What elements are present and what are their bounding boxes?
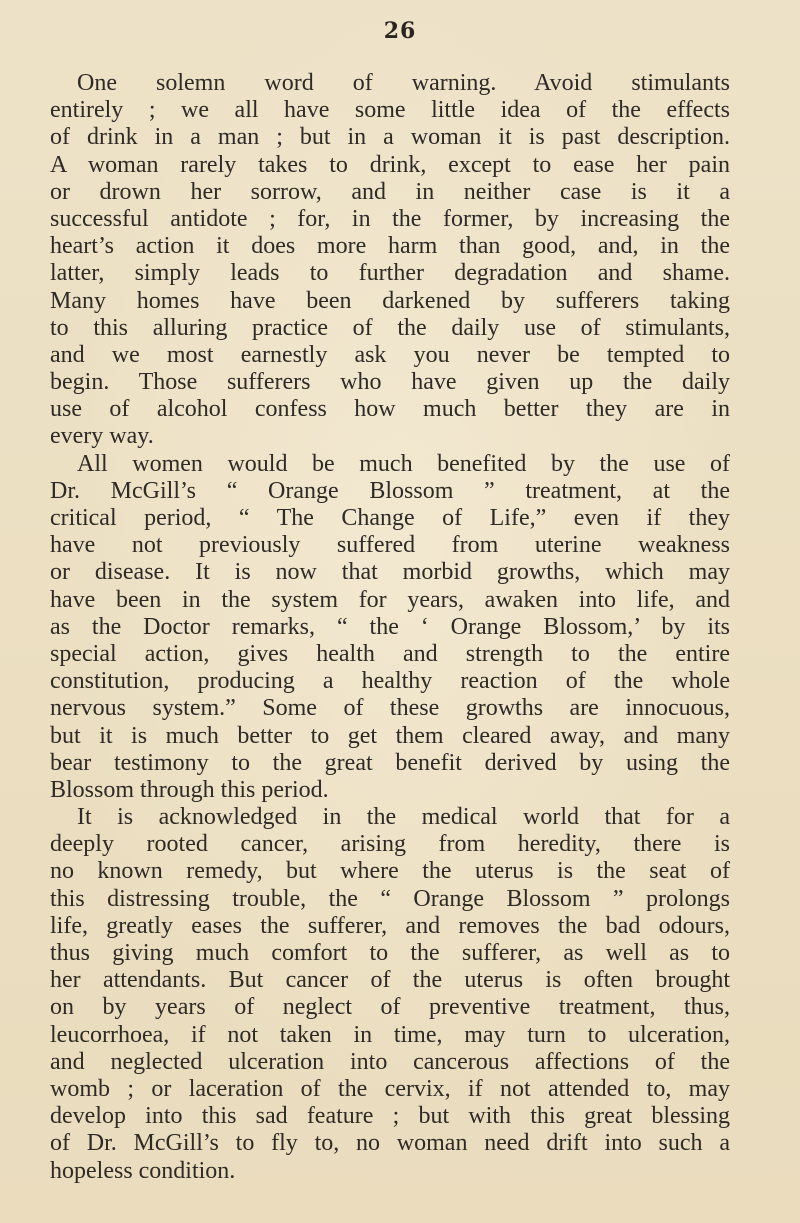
text-line: critical period, “ The Change of Life,” even if they	[50, 505, 730, 531]
text-line: womb ; or laceration of the cervix, if not attended to, may	[50, 1075, 730, 1102]
text-line: to this alluring practice of the daily use of stimulants,	[50, 314, 730, 341]
paragraph-cancer	[50, 804, 730, 1185]
paragraph-change-of-life	[50, 451, 730, 804]
text-line: have been in the system for years, awaken into life, and	[50, 586, 730, 613]
text-line: hopeless condition.	[50, 1157, 236, 1184]
text-line: One solemn word of warning. Avoid stimulants	[77, 70, 730, 96]
text-line: successful antidote ; for, in the former, by increasing the	[50, 205, 730, 232]
text-line: life, greatly eases the sufferer, and removes the bad odours,	[50, 912, 730, 939]
text-line: have not previously suffered from uterine weakness	[50, 532, 730, 559]
text-line: nervous system.” Some of these growths are innocuous,	[50, 695, 730, 722]
text-line: and neglected ulceration into cancerous affections of the	[50, 1048, 730, 1075]
text-line: latter, simply leads to further degradation and shame.	[50, 260, 730, 287]
text-line: leucorrhoea, if not taken in time, may turn to ulceration,	[50, 1021, 730, 1048]
text-line: of Dr. McGill’s to fly to, no woman need drift into such a	[50, 1130, 730, 1157]
text-line: thus giving much comfort to the sufferer, as well as to	[50, 940, 730, 966]
text-line: All women would be much benefited by the use of	[77, 450, 730, 477]
page-number: 26	[383, 18, 417, 44]
text-line: or disease. It is now that morbid growths, which may	[50, 559, 730, 586]
paragraph-warning	[50, 70, 730, 451]
text-line: It is acknowledged in the medical world that for a	[77, 804, 730, 831]
text-line: deeply rooted cancer, arising from heredity, there is	[50, 831, 730, 858]
text-line: special action, gives health and strength to the entire	[50, 640, 730, 667]
text-line: Dr. McGill’s “ Orange Blossom ” treatment, at the	[50, 477, 730, 504]
text-line: or drown her sorrow, and in neither case is it a	[50, 178, 730, 205]
text-line: Blossom through this period.	[50, 776, 329, 803]
text-line: on by years of neglect of preventive treatment, thus,	[50, 994, 730, 1021]
text-line: as the Doctor remarks, “ the ‘ Orange Blossom,’ by its	[50, 613, 730, 640]
text-line: constitution, producing a healthy reaction of the whole	[50, 668, 730, 695]
text-line: no known remedy, but where the uterus is the seat of	[50, 858, 730, 885]
text-line: develop into this sad feature ; but with this great blessing	[50, 1103, 730, 1130]
text-line: A woman rarely takes to drink, except to ease her pain	[50, 151, 730, 178]
text-line: use of alcohol confess how much better they are in	[50, 396, 730, 423]
text-line: heart’s action it does more harm than good, and, in the	[50, 233, 730, 260]
text-line: of drink in a man ; but in a woman it is past description.	[50, 124, 730, 151]
text-line: entirely ; we all have some little idea of the effects	[50, 97, 730, 124]
text-line: but it is much better to get them cleared away, and many	[50, 722, 730, 749]
text-line: and we most earnestly ask you never be tempted to	[50, 341, 730, 368]
text-line: Many homes have been darkened by sufferers taking	[50, 287, 730, 314]
text-line: begin. Those sufferers who have given up the daily	[50, 369, 730, 396]
body-text	[50, 70, 730, 1185]
text-line: her attendants. But cancer of the uterus is often brought	[50, 967, 730, 994]
text-line: every way.	[50, 423, 154, 450]
text-line: bear testimony to the great benefit derived by using the	[50, 749, 730, 776]
text-line: this distressing trouble, the “ Orange Blossom ” prolongs	[50, 885, 730, 912]
